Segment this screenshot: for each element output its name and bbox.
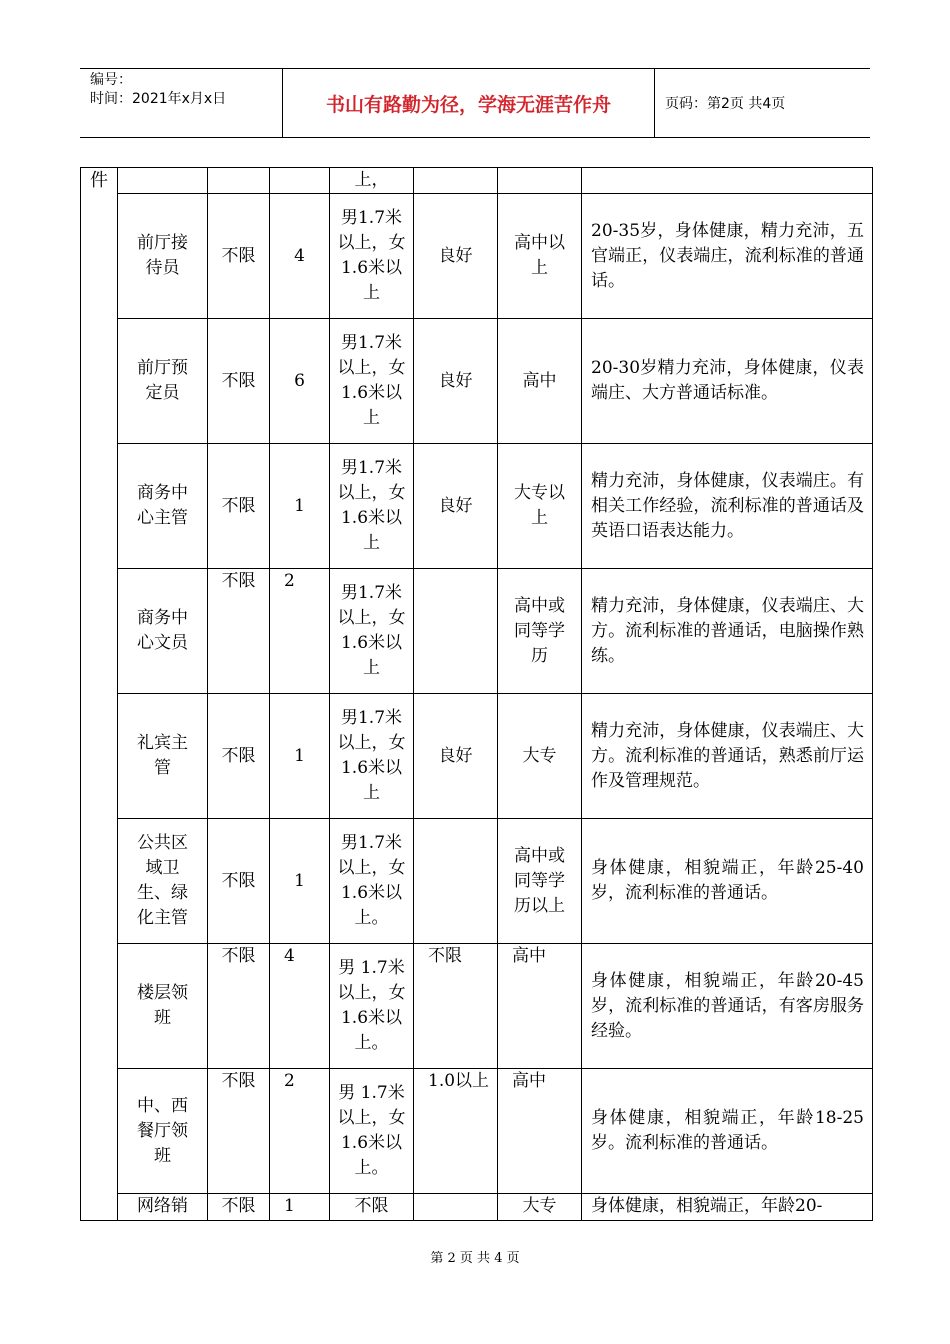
height-cell: 男1.7米以上，女1.6米以上 [330,444,414,569]
header-meta [80,69,282,137]
height-cell: 男1.7米以上，女1.6米以上 [330,694,414,819]
education-cell: 高中 [498,1069,582,1194]
table-row-continuation [81,168,873,194]
education-cell: 高中以上 [498,194,582,319]
height-cell: 男1.7米以上，女1.6米以上 [330,194,414,319]
category-cell: 件 [81,168,118,1221]
requirements-cell: 20-30岁精力充沛，身体健康，仪表端庄、大方普通话标准。 [582,319,873,444]
vision-cell [414,1194,498,1221]
position-cell: 楼层领班 [118,944,208,1069]
count-cell: 1 [270,1194,330,1221]
position-cell: 商务中心文员 [118,569,208,694]
count-cell: 1 [270,694,330,819]
count-cell: 4 [270,194,330,319]
position-cell: 网络销 [118,1194,208,1221]
height-cell: 不限 [330,1194,414,1221]
page-header [80,68,870,138]
position-cell: 公共区域卫生、绿化主管 [118,819,208,944]
vision-cell: 良好 [414,444,498,569]
education-cell: 高中 [498,944,582,1069]
document-number-label: 编号： [90,72,132,88]
count-cell: 2 [270,569,330,694]
education-cell: 高中 [498,319,582,444]
height-cell: 男1.7米以上，女1.6米以上。 [330,819,414,944]
height-cell: 男 1.7米 以上，女1.6米以上。 [330,944,414,1069]
position-cell: 前厅预定员 [118,319,208,444]
vision-cell: 不限 [414,944,498,1069]
table-row [81,569,873,694]
table-row [81,1194,873,1221]
height-continuation-cell: 上， [330,168,414,194]
table-row [81,1069,873,1194]
table-row [81,319,873,444]
gender-cell: 不限 [208,1069,270,1194]
requirements-cell: 20-35岁，身体健康，精力充沛，五官端正，仪表端庄，流利标准的普通话。 [582,194,873,319]
job-requirements-table [80,167,873,1221]
education-cell: 大专 [498,1194,582,1221]
gender-cell: 不限 [208,444,270,569]
gender-cell: 不限 [208,194,270,319]
education-cell: 大专 [498,694,582,819]
count-cell: 1 [270,819,330,944]
count-cell: 2 [270,1069,330,1194]
count-cell: 6 [270,319,330,444]
position-cell: 礼宾主管 [118,694,208,819]
position-cell: 前厅接待员 [118,194,208,319]
height-cell: 男 1.7米 以上，女1.6米以上。 [330,1069,414,1194]
vision-cell: 1.0以上 [414,1069,498,1194]
position-cell: 商务中心主管 [118,444,208,569]
height-cell: 男1.7米以上，女1.6米以上 [330,569,414,694]
vision-cell [414,569,498,694]
table-row [81,194,873,319]
header-motto: 书山有路勤为径，学海无涯苦作舟 [282,69,655,137]
gender-cell: 不限 [208,319,270,444]
table-row [81,944,873,1069]
table-row [81,444,873,569]
document-date-label: 时间：2021年x月x日 [90,91,227,107]
requirements-cell: 身体健康，相貌端正，年龄20- [582,1194,873,1221]
gender-cell: 不限 [208,819,270,944]
education-cell: 大专以上 [498,444,582,569]
requirements-cell: 身体健康，相貌端正，年龄18-25岁。流利标准的普通话。 [582,1069,873,1194]
education-cell: 高中或同等学历 [498,569,582,694]
vision-cell: 良好 [414,194,498,319]
education-cell: 高中或同等学历以上 [498,819,582,944]
table-row [81,694,873,819]
requirements-cell: 精力充沛，身体健康，仪表端庄。有相关工作经验，流利标准的普通话及英语口语表达能力。 [582,444,873,569]
header-page-number: 页码：第2页 共4页 [665,96,786,112]
gender-cell: 不限 [208,1194,270,1221]
gender-cell: 不限 [208,944,270,1069]
gender-cell: 不限 [208,569,270,694]
vision-cell: 良好 [414,319,498,444]
table-row [81,819,873,944]
position-cell: 中、西餐厅领班 [118,1069,208,1194]
count-cell: 1 [270,444,330,569]
requirements-cell: 精力充沛，身体健康，仪表端庄、大方。流利标准的普通话，电脑操作熟练。 [582,569,873,694]
requirements-cell: 身体健康，相貌端正，年龄25-40岁，流利标准的普通话。 [582,819,873,944]
count-cell: 4 [270,944,330,1069]
gender-cell: 不限 [208,694,270,819]
page-footer: 第 2 页 共 4 页 [430,1251,520,1266]
height-cell: 男1.7米以上，女1.6米以上 [330,319,414,444]
vision-cell: 良好 [414,694,498,819]
requirements-cell: 精力充沛，身体健康，仪表端庄、大方。流利标准的普通话，熟悉前厅运作及管理规范。 [582,694,873,819]
requirements-cell: 身体健康，相貌端正，年龄20-45岁，流利标准的普通话，有客房服务经验。 [582,944,873,1069]
vision-cell [414,819,498,944]
